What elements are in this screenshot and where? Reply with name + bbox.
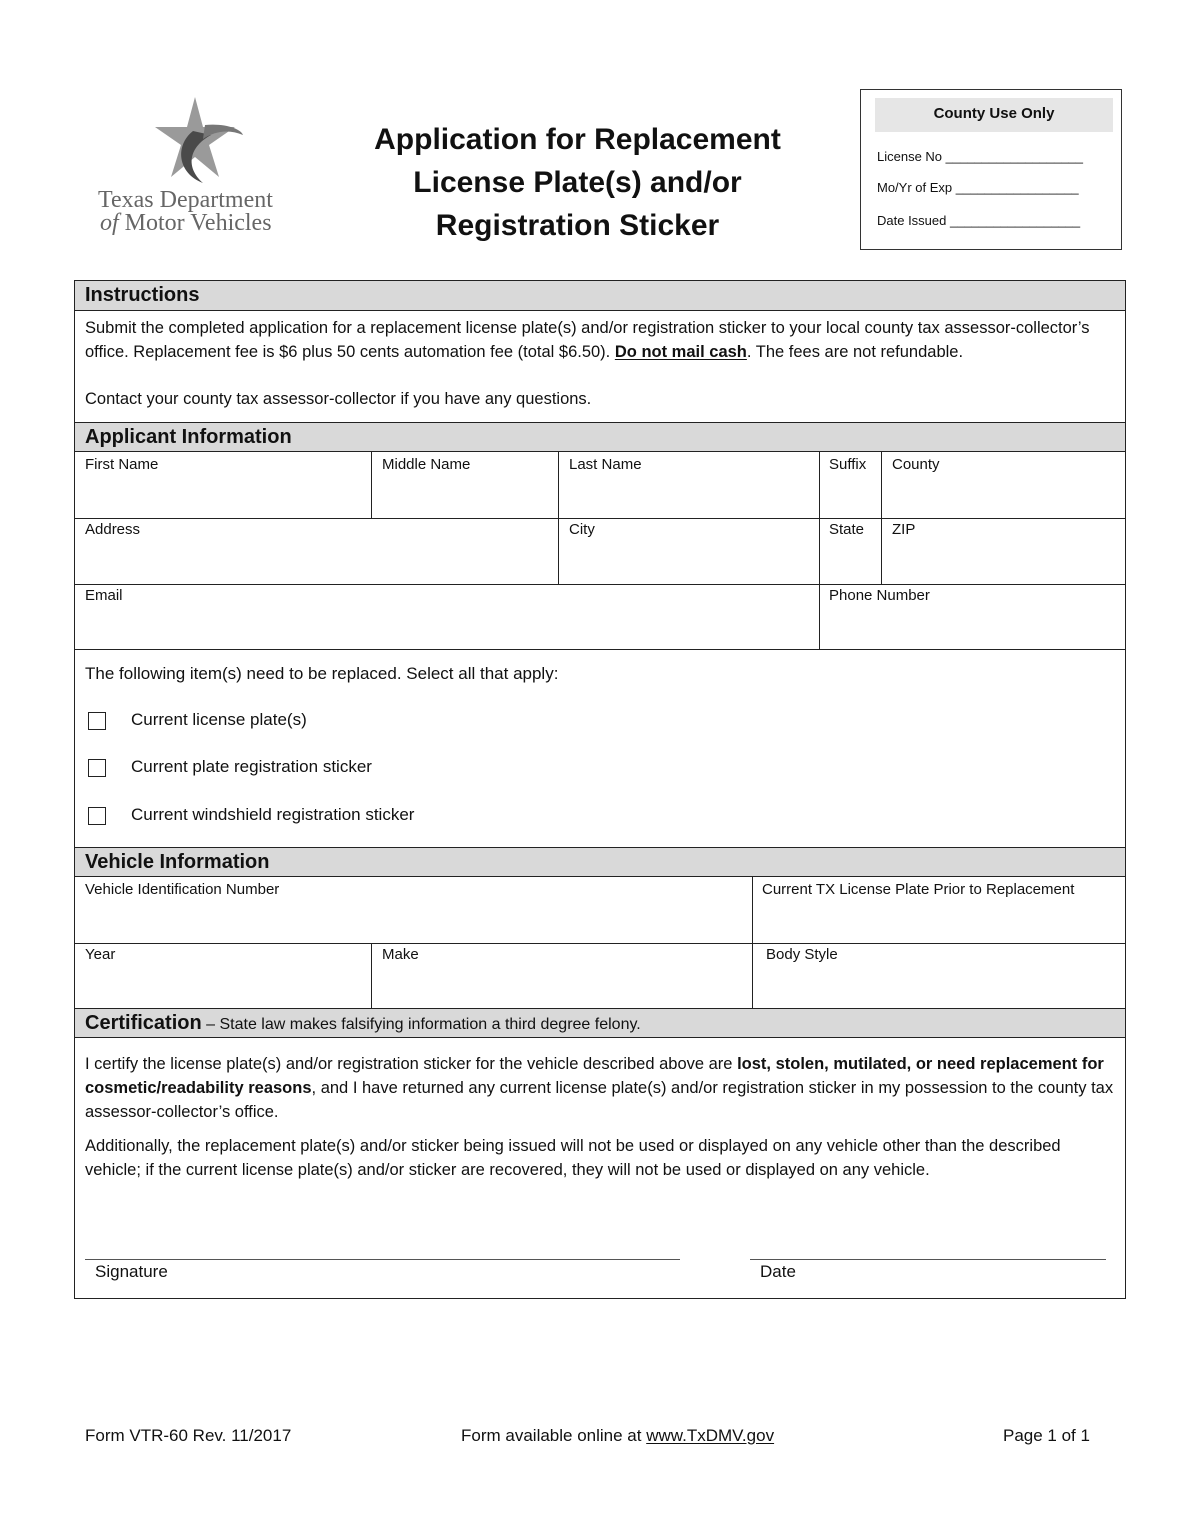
signature-line[interactable] [85,1259,680,1260]
windshield-sticker-option-label: Current windshield registration sticker [131,805,415,824]
page-number: Page 1 of 1 [1003,1426,1090,1445]
last-name-field[interactable]: Last Name [569,456,642,473]
instructions-contact: Contact your county tax assessor-collector if you have any questions. [85,390,592,408]
county-field[interactable]: County [892,456,940,473]
application-form [74,280,1126,1299]
vehicle-heading: Vehicle Information [75,847,1125,877]
first-name-field[interactable]: First Name [85,456,159,473]
date-line[interactable] [750,1259,1106,1260]
logo-text-line2: of Motor Vehicles [100,210,272,236]
instructions-heading: Instructions [75,281,1125,311]
middle-name-field[interactable]: Middle Name [382,456,471,473]
county-date-issued-field: Date Issued __________________ [877,213,1081,228]
state-field[interactable]: State [829,521,865,538]
license-plate-option-label: Current license plate(s) [131,710,307,729]
county-use-box [860,89,1122,250]
date-label: Date [760,1262,796,1281]
txdmv-logo [95,95,305,240]
current-plate-field[interactable]: Current TX License Plate Prior to Replacement [762,881,1075,898]
county-use-heading: County Use Only [875,98,1113,132]
txdmv-link[interactable]: www.TxDMV.gov [646,1426,775,1445]
form-title: Application for Replacement License Plate(s) and/or Registration Sticker [374,123,781,242]
body-style-field[interactable]: Body Style [766,946,838,963]
plate-sticker-option-label: Current plate registration sticker [131,757,372,776]
windshield-sticker-checkbox[interactable] [88,807,106,825]
address-field[interactable]: Address [85,521,141,538]
year-field[interactable]: Year [85,946,116,963]
instructions-paragraph: Submit the completed application for a replacement license plate(s) and/or registration sticker to your local county tax assessor-collector’s office. Replacement fee is $6 plus 50 cents automation fee (total $6.50). Do not mail cash. The fees are not refundable. [85,319,1090,361]
county-exp-field: Mo/Yr of Exp _________________ [877,180,1079,195]
email-field[interactable]: Email [85,587,123,604]
vin-field[interactable]: Vehicle Identification Number [85,881,280,898]
applicant-heading: Applicant Information [75,422,1125,452]
county-license-no-field: License No ___________________ [877,149,1084,164]
suffix-field[interactable]: Suffix [829,456,867,473]
phone-number-field[interactable]: Phone Number [829,587,930,604]
certification-statement: I certify the license plate(s) and/or registration sticker for the vehicle described above are lost, stolen, mutilated, or need replacement for cosmetic/readability reasons, and I have returned any current license plate(s) and/or registration sticker in my possession to the county tax assessor-collector’s office. [85,1055,1114,1121]
zip-field[interactable]: ZIP [892,521,916,538]
signature-label: Signature [95,1262,168,1281]
logo-text-line1: Texas Department [98,187,273,213]
license-plate-checkbox[interactable] [88,712,106,730]
form-id: Form VTR-60 Rev. 11/2017 [85,1426,292,1445]
make-field[interactable]: Make [382,946,419,963]
certification-heading: Certification – State law makes falsifying information a third degree felony. [75,1008,1125,1038]
replacement-items-prompt: The following item(s) need to be replaced. Select all that apply: [85,664,559,683]
online-availability: Form available online at www.TxDMV.gov [461,1426,775,1445]
star-swoosh-logo-icon [145,95,245,187]
certification-additional: Additionally, the replacement plate(s) and/or sticker being issued will not be used or displayed on any vehicle other than the described vehicle; if the current license plate(s) and/or sticker are recovered, they will not be used or displayed on any vehicle. [85,1137,1061,1179]
city-field[interactable]: City [569,521,595,538]
plate-sticker-checkbox[interactable] [88,759,106,777]
